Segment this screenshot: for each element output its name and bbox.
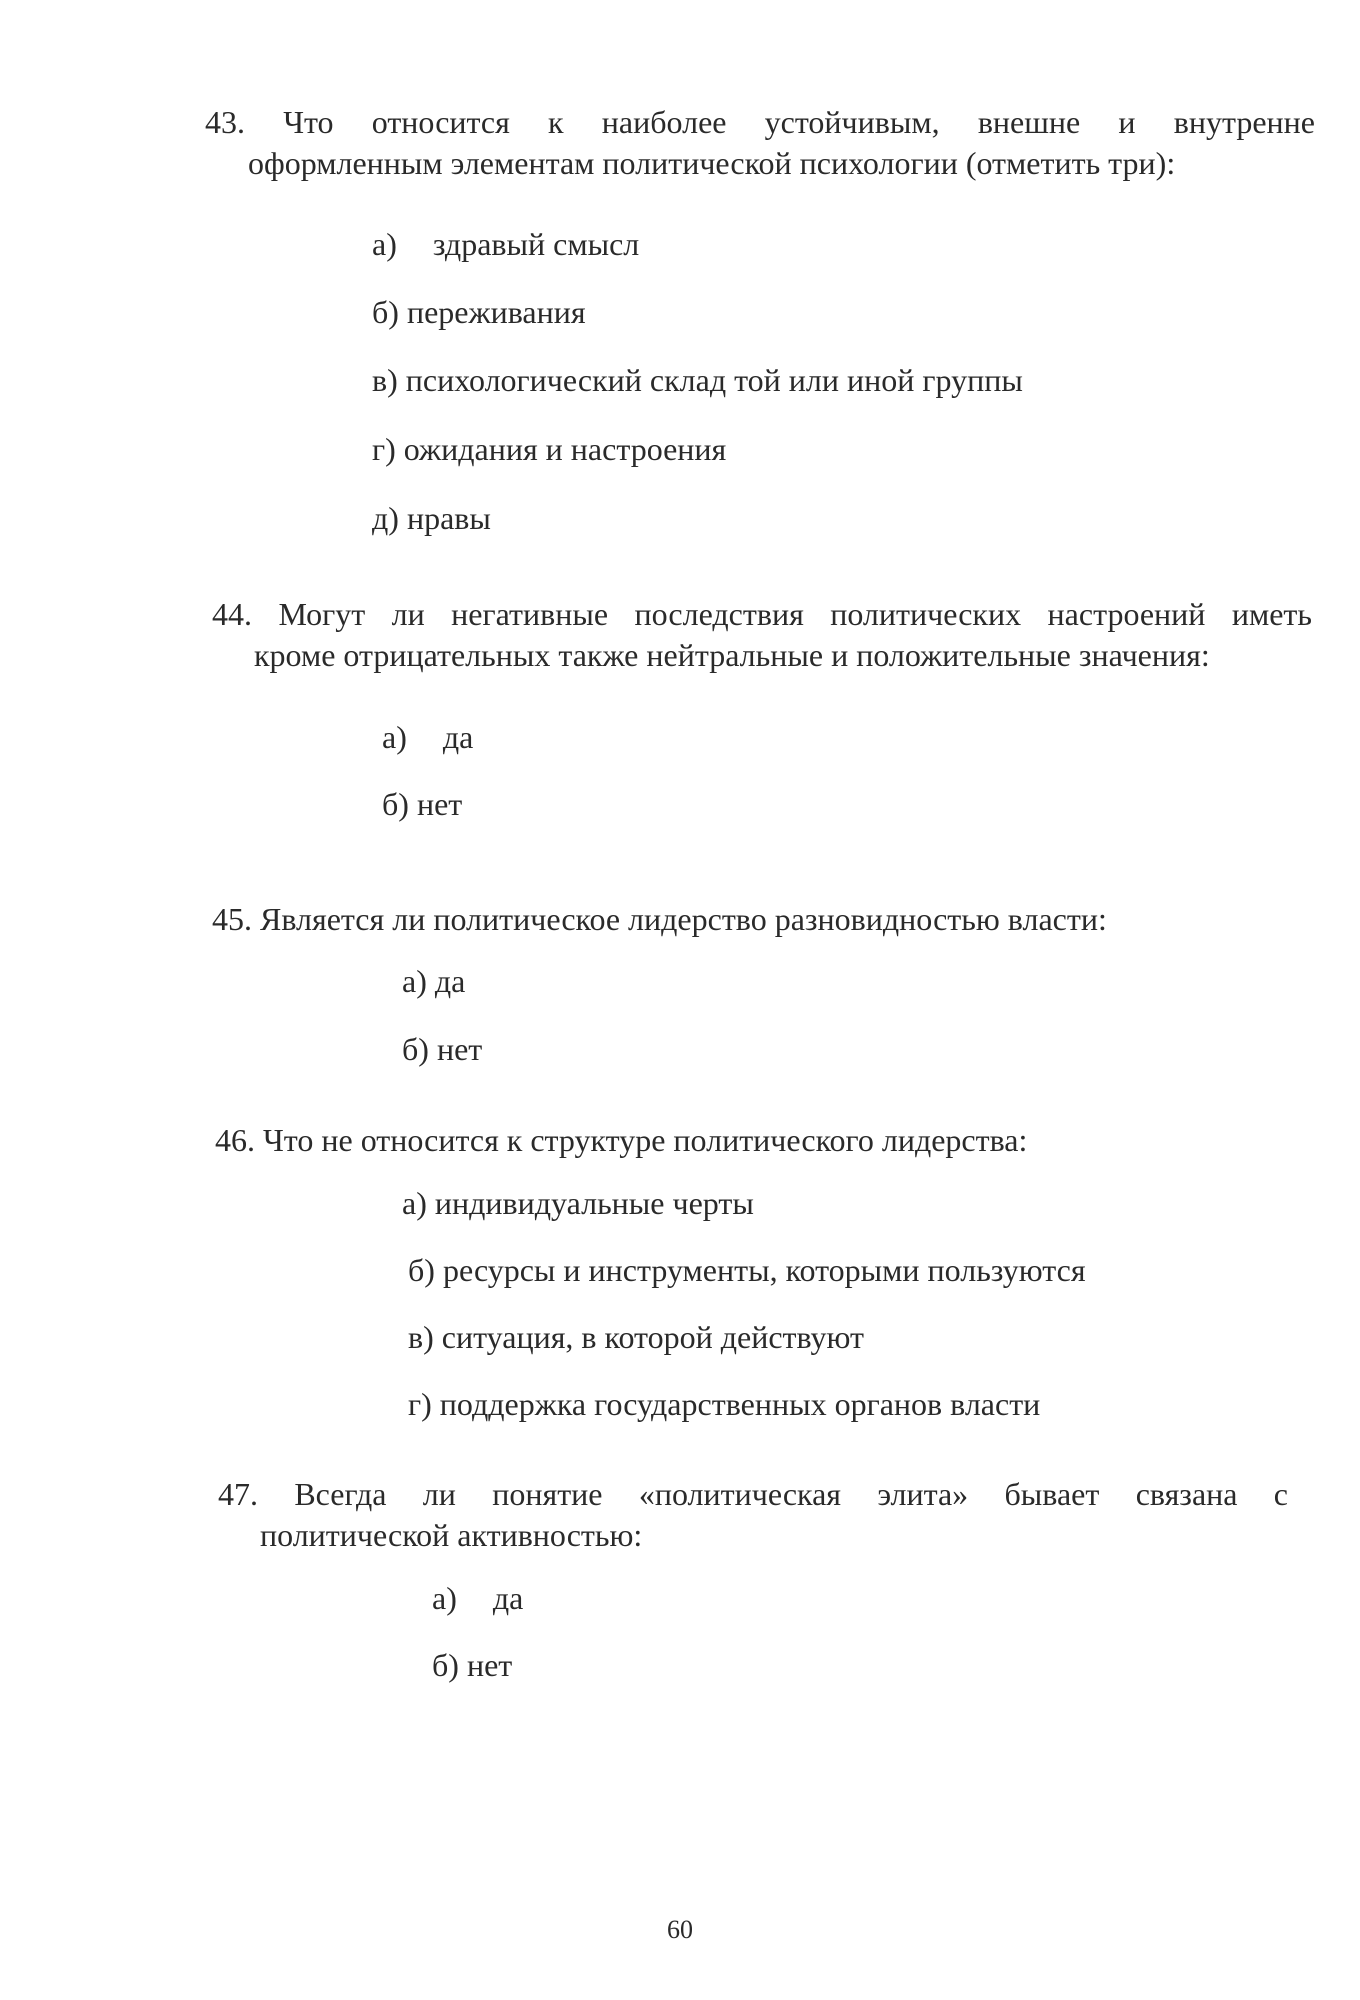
question-44-option-a [382, 717, 473, 757]
option-text: нравы [406, 500, 491, 536]
question-46-option-d [408, 1384, 1040, 1424]
option-text: да [442, 719, 474, 755]
option-text: ожидания и настроения [403, 431, 727, 467]
question-45-option-b [402, 1029, 482, 1069]
page-number: 60 [667, 1915, 693, 1944]
option-letter: а) [372, 226, 397, 262]
option-letter: б) [408, 1252, 435, 1288]
option-letter: в) [408, 1319, 434, 1355]
question-45-line-1: 45. Является ли политическое лидерство разновидностью власти: [212, 901, 1107, 937]
option-text: да [492, 1580, 524, 1616]
option-letter: д) [372, 500, 399, 536]
question-47-line-2: политической активностью: [260, 1517, 643, 1553]
option-text: индивидуальные черты [434, 1185, 754, 1221]
option-letter: б) [402, 1031, 429, 1067]
question-43-line-2: оформленным элементам политической психологии (отметить три): [248, 145, 1176, 181]
option-letter: а) [382, 719, 407, 755]
question-46-option-b [408, 1250, 1086, 1290]
question-43-option-c [372, 360, 1023, 400]
option-letter: б) [432, 1647, 459, 1683]
option-letter: г) [408, 1386, 432, 1422]
question-46-line-1: 46. Что не относится к структуре политического лидерства: [215, 1122, 1028, 1158]
question-43-option-a [372, 224, 639, 264]
question-44-option-b [382, 784, 462, 824]
option-text: психологический склад той или иной группы [405, 362, 1023, 398]
option-text: здравый смысл [432, 226, 640, 262]
question-44-line-2: кроме отрицательных также нейтральные и положительные значения: [254, 637, 1210, 673]
option-text: нет [436, 1031, 483, 1067]
question-45-option-a [402, 961, 465, 1001]
option-letter: в) [372, 362, 398, 398]
question-43-option-b [372, 292, 586, 332]
question-43-line-1: 43. Что относится к наиболее устойчивым, внешне и внутренне [205, 104, 1315, 140]
option-letter: б) [382, 786, 409, 822]
option-text: поддержка государственных органов власти [439, 1386, 1041, 1422]
question-46-option-a [402, 1183, 754, 1223]
option-letter: а) [402, 963, 427, 999]
question-43-option-e [372, 498, 491, 538]
option-text: да [434, 963, 466, 999]
question-43-option-d [372, 429, 726, 469]
option-text: ресурсы и инструменты, которыми пользуются [442, 1252, 1086, 1288]
option-letter: а) [432, 1580, 457, 1616]
option-text: нет [466, 1647, 513, 1683]
option-letter: б) [372, 294, 399, 330]
option-text: нет [416, 786, 463, 822]
question-47-option-b [432, 1645, 512, 1685]
question-46-option-c [408, 1317, 864, 1357]
option-text: ситуация, в которой действуют [441, 1319, 864, 1355]
option-letter: г) [372, 431, 396, 467]
question-44-line-1: 44. Могут ли негативные последствия политических настроений иметь [212, 596, 1312, 632]
option-text: переживания [406, 294, 586, 330]
question-47-line-1: 47. Всегда ли понятие «политическая элита» бывает связана с [218, 1476, 1288, 1512]
question-47-option-a [432, 1578, 523, 1618]
option-letter: а) [402, 1185, 427, 1221]
